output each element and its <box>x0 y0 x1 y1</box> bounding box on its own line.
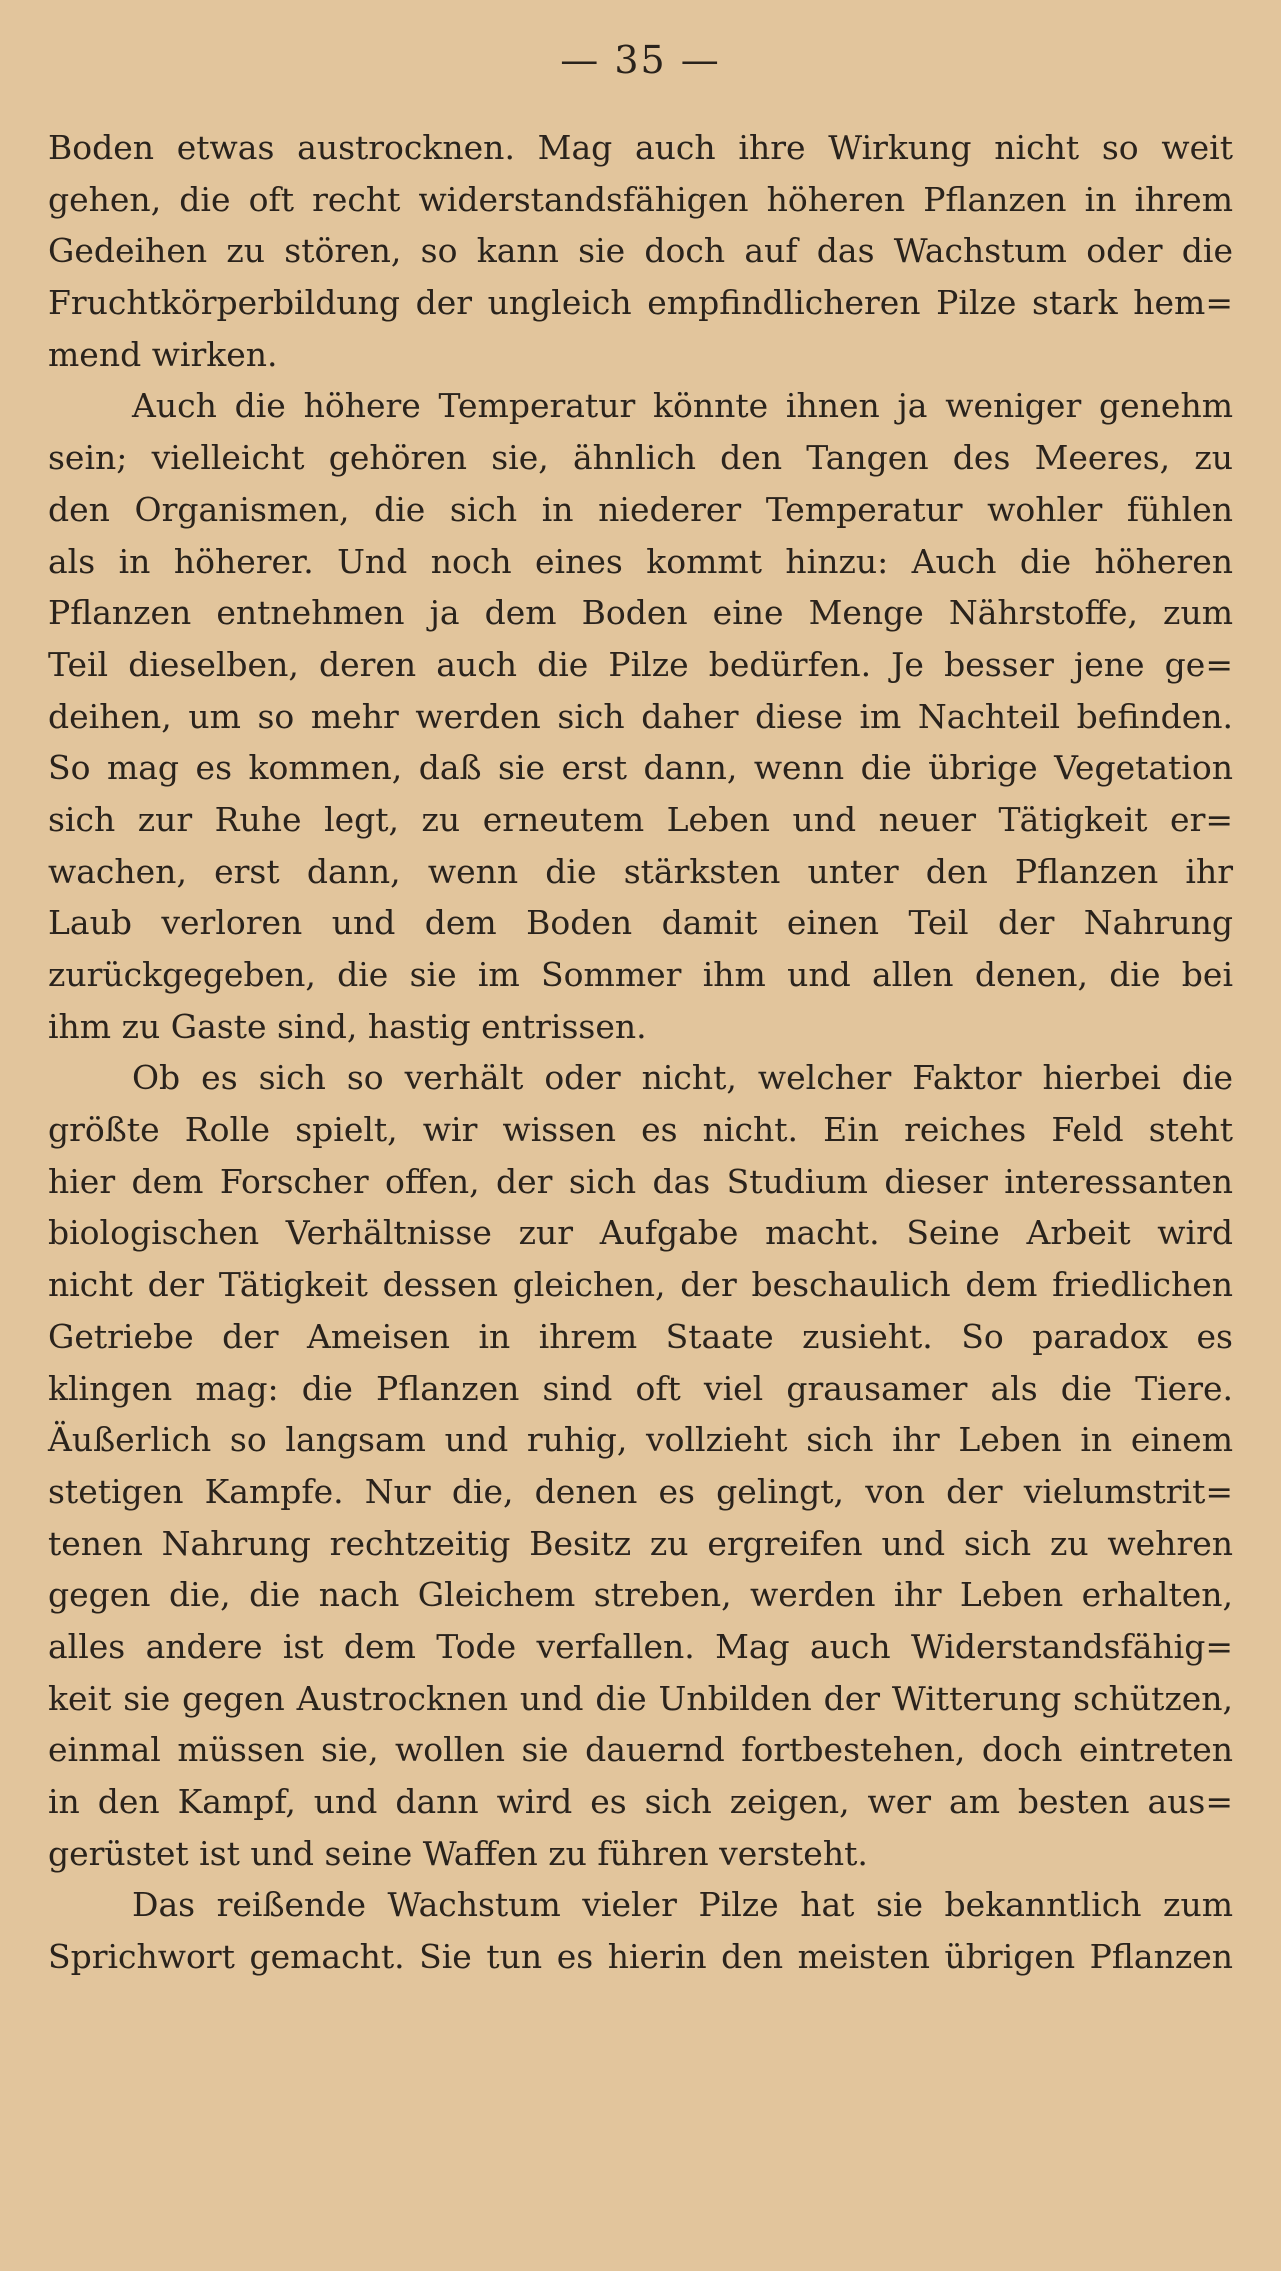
text-line: Pflanzen entnehmen ja dem Boden eine Menge Nährstoffe, zum <box>48 593 1233 633</box>
text-line: Fruchtkörperbildung der ungleich empfindlicheren Pilze stark hem= <box>48 283 1233 323</box>
text-line: ihm zu Gaste sind, hastig entrissen. <box>48 1006 647 1046</box>
body-text <box>48 122 1233 1983</box>
text-line: wachen, erst dann, wenn die stärksten unter den Pflanzen ihr <box>48 851 1233 891</box>
text-line: gehen, die oft recht widerstandsfähigen höheren Pflanzen in ihrem <box>48 179 1233 219</box>
text-line: in den Kampf, und dann wird es sich zeigen, wer am besten aus= <box>48 1782 1233 1821</box>
text-line: gerüstet ist und seine Waffen zu führen versteht. <box>48 1833 868 1873</box>
page-number: — 35 — <box>560 38 721 82</box>
text-line: Getriebe der Ameisen in ihrem Staate zusieht. So paradox es <box>48 1316 1233 1356</box>
text-line: mend wirken. <box>48 334 278 374</box>
text-line: alles andere ist dem Tode verfallen. Mag auch Widerstandsfähig= <box>48 1626 1233 1666</box>
text-line: den Organismen, die sich in niederer Temperatur wohler fühlen <box>48 489 1233 529</box>
text-line: Teil dieselben, deren auch die Pilze bedürfen. Je besser jene ge= <box>48 644 1233 684</box>
text-line: sein; vielleicht gehören sie, ähnlich den Tangen des Meeres, zu <box>48 438 1233 478</box>
text-line: Das reißende Wachstum vieler Pilze hat sie bekanntlich zum <box>132 1885 1233 1925</box>
text-line: deihen, um so mehr werden sich daher diese im Nachteil befinden. <box>48 696 1233 736</box>
text-line: Sprichwort gemacht. Sie tun es hierin den meisten übrigen Pflanzen <box>48 1937 1233 1977</box>
text-line: Auch die höhere Temperatur könnte ihnen ja weniger genehm <box>132 386 1233 426</box>
text-line: gegen die, die nach Gleichem streben, werden ihr Leben erhalten, <box>48 1575 1233 1615</box>
text-line: Laub verloren und dem Boden damit einen Teil der Nahrung <box>48 903 1233 943</box>
text-line: zurückgegeben, die sie im Sommer ihm und allen denen, die bei <box>48 955 1233 994</box>
text-line: biologischen Verhältnisse zur Aufgabe macht. Seine Arbeit wird <box>48 1213 1233 1253</box>
text-line: Äußerlich so langsam und ruhig, vollzieht sich ihr Leben in einem <box>48 1420 1233 1460</box>
text-line: einmal müssen sie, wollen sie dauernd fortbestehen, doch eintreten <box>48 1730 1233 1770</box>
text-line: So mag es kommen, daß sie erst dann, wenn die übrige Vegetation <box>48 748 1233 788</box>
text-line: hier dem Forscher offen, der sich das Studium dieser interessanten <box>48 1161 1233 1201</box>
text-line: größte Rolle spielt, wir wissen es nicht. Ein reiches Feld steht <box>48 1110 1233 1150</box>
text-line: stetigen Kampfe. Nur die, denen es gelingt, von der vielumstrit= <box>48 1471 1233 1511</box>
text-line: Gedeihen zu stören, so kann sie doch auf das Wachstum oder die <box>48 231 1233 271</box>
text-line: Boden etwas austrocknen. Mag auch ihre Wirkung nicht so weit <box>48 128 1233 167</box>
text-line: Ob es sich so verhält oder nicht, welcher Faktor hierbei die <box>132 1058 1233 1098</box>
text-line: keit sie gegen Austrocknen und die Unbilden der Witterung schützen, <box>48 1678 1233 1718</box>
text-line: sich zur Ruhe legt, zu erneutem Leben und neuer Tätigkeit er= <box>48 799 1233 839</box>
text-line: als in höherer. Und noch eines kommt hinzu: Auch die höheren <box>48 541 1233 581</box>
text-line: tenen Nahrung rechtzeitig Besitz zu ergreifen und sich zu wehren <box>48 1523 1233 1563</box>
text-line: klingen mag: die Pflanzen sind oft viel grausamer als die Tiere. <box>48 1368 1233 1408</box>
text-line: nicht der Tätigkeit dessen gleichen, der beschaulich dem friedlichen <box>48 1265 1233 1305</box>
